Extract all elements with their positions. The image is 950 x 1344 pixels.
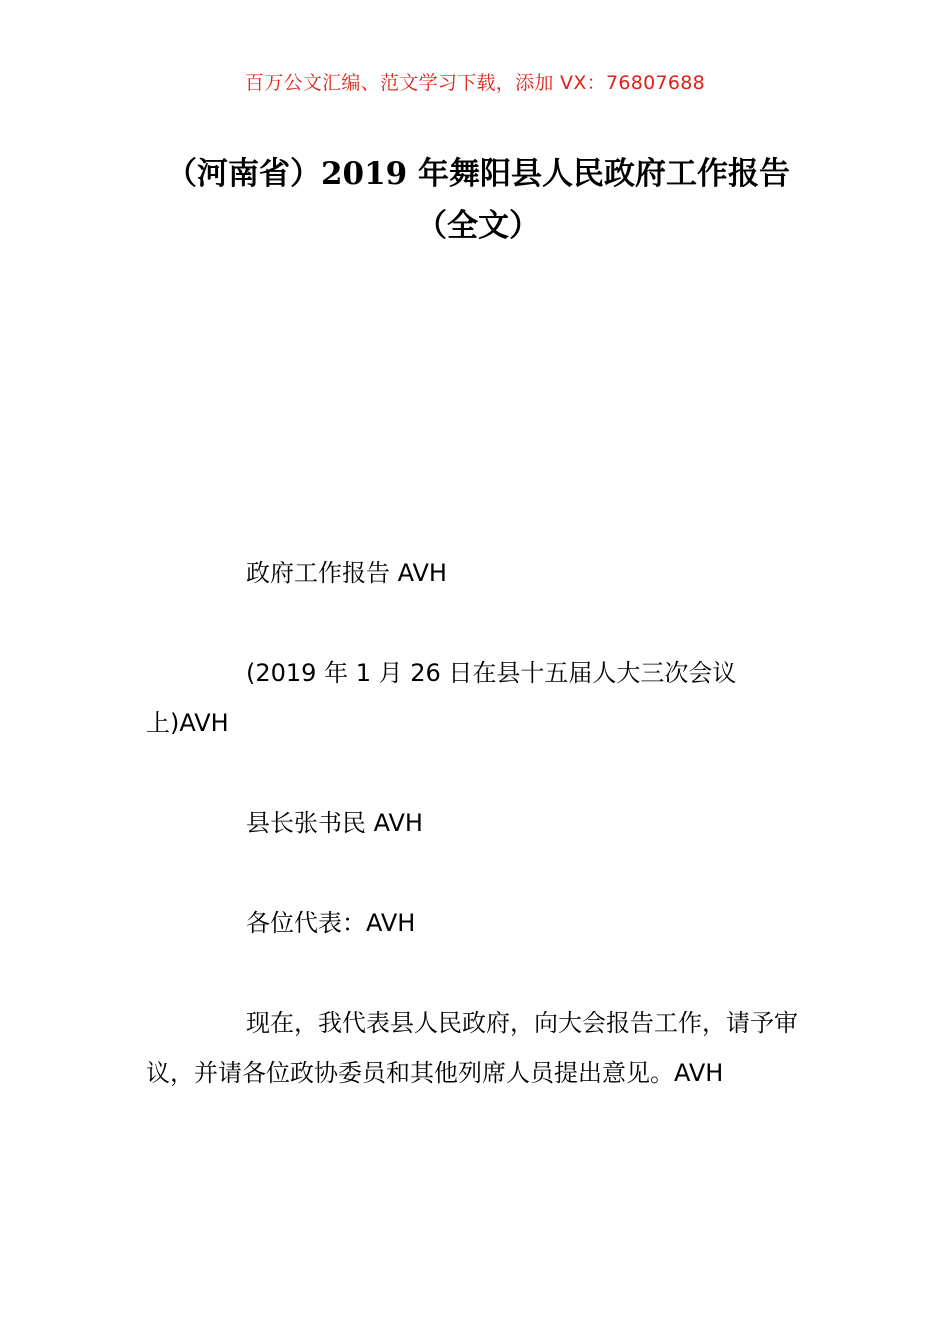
paragraph-meeting-date: (2019 年 1 月 26 日在县十五届人大三次会议上)AVH — [146, 659, 737, 737]
paragraph-opening: 现在，我代表县人民政府，向大会报告工作，请予审议，并请各位政协委员和其他列席人员提出意见。AVH — [146, 1009, 798, 1087]
paragraph-report-label: 政府工作报告 AVH — [246, 559, 447, 587]
document-title: （河南省）2019 年舞阳县人民政府工作报告（全文） — [165, 156, 791, 244]
paragraph-speaker: 县长张书民 AVH — [246, 809, 423, 837]
paragraph-salutation: 各位代表：AVH — [246, 909, 416, 937]
header-promo-note: 百万公文汇编、范文学习下载，添加 VX：76807688 — [244, 72, 706, 94]
